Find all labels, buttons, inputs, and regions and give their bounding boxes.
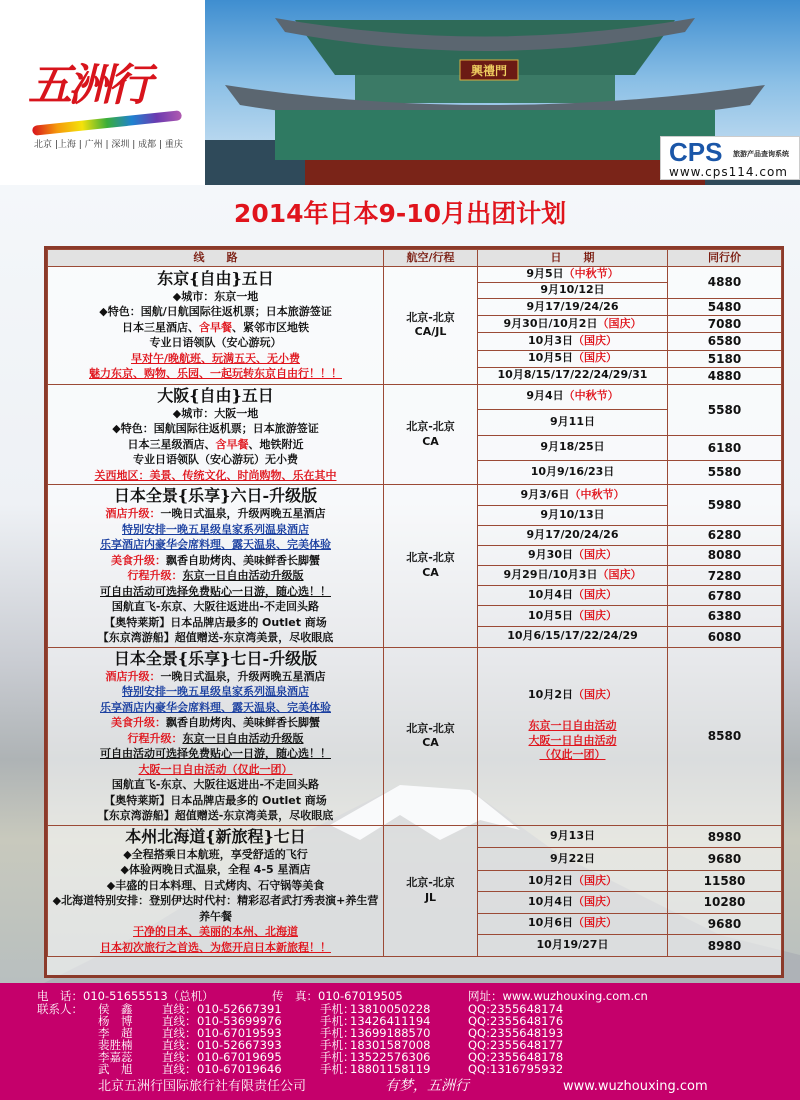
route-line xyxy=(50,289,381,305)
mobile-label: 手机： xyxy=(320,1050,355,1064)
date-cell[interactable] xyxy=(478,460,668,485)
departure-date: 9月13日 xyxy=(550,829,595,843)
palace-plaque: 興禮門 xyxy=(470,64,508,78)
route-text: 专业日语领队（安心游玩）无小费 xyxy=(133,453,298,467)
date-cell[interactable] xyxy=(478,525,668,545)
departure-date: 10月5日 xyxy=(528,351,573,365)
col-airline: 航空/行程 xyxy=(384,250,478,267)
airline-text: CA xyxy=(422,736,439,750)
route-line xyxy=(50,762,381,778)
route-line xyxy=(50,304,381,320)
qq-number: 2355648176 xyxy=(490,1014,564,1028)
departure-date: 10月3日 xyxy=(528,334,573,348)
route-text: 一晚日式温泉，升级两晚五星酒店 xyxy=(160,507,326,521)
route-line xyxy=(50,893,381,924)
date-cell[interactable] xyxy=(478,435,668,460)
contact-name: 裴胜楠 xyxy=(98,1038,133,1052)
route-line xyxy=(50,366,381,382)
date-notes xyxy=(478,719,667,764)
date-cell[interactable] xyxy=(478,566,668,586)
phone-label: 电 话： xyxy=(37,989,83,1003)
date-cell[interactable] xyxy=(478,267,668,283)
mobile-number: 18301587008 xyxy=(350,1038,431,1052)
date-cell[interactable] xyxy=(478,825,668,847)
date-cell[interactable] xyxy=(478,545,668,565)
price-cell: 5580 xyxy=(668,460,782,485)
route-line xyxy=(50,684,381,700)
cps-subtitle: 旅游产品查询系统 xyxy=(733,150,789,158)
fax-label: 传 真： xyxy=(272,989,318,1003)
route-line xyxy=(50,700,381,716)
holiday-tag: （中秋节） xyxy=(563,267,619,281)
airline-text: 北京-北京 xyxy=(406,876,455,890)
price-cell: 5180 xyxy=(668,350,782,367)
route-text: 含早餐 xyxy=(215,437,249,451)
airline-cell xyxy=(384,485,478,648)
airline-cell xyxy=(384,825,478,957)
mobile-label: 手机： xyxy=(320,1062,355,1076)
price-cell: 5480 xyxy=(668,299,782,316)
route-line xyxy=(50,847,381,863)
route-line xyxy=(50,506,381,522)
qq-label: QQ: xyxy=(468,1050,490,1064)
col-route: 线 路 xyxy=(48,250,384,267)
route-text: 、地铁附近 xyxy=(248,437,304,451)
route-line xyxy=(50,808,381,824)
route-text: ◆丰盛的日本料理、日式烤肉、石守锅等美食 xyxy=(106,878,325,892)
departure-date: 9月18/25日 xyxy=(540,440,605,454)
departure-date: 10月6/15/17/22/24/29 xyxy=(507,629,638,643)
route-line xyxy=(50,351,381,367)
airline-text: 北京-北京 xyxy=(406,419,455,433)
price-cell: 6280 xyxy=(668,525,782,545)
route-line xyxy=(50,584,381,600)
holiday-tag: （国庆） xyxy=(572,873,617,887)
route-text: 干净的日本、美丽的本州、北海道 xyxy=(133,925,298,939)
route-line xyxy=(50,568,381,584)
holiday-tag: （国庆） xyxy=(597,568,642,582)
holiday-tag: （国庆） xyxy=(572,894,617,908)
departure-date: 10月6日 xyxy=(528,916,573,930)
price-cell: 5980 xyxy=(668,485,782,525)
cps-url[interactable]: www.cps114.com xyxy=(669,165,788,179)
cps-badge xyxy=(660,136,800,180)
direct-label: 直线： xyxy=(162,1050,197,1064)
route-title: 东京{自由}五日 xyxy=(157,268,274,288)
route-line xyxy=(50,731,381,747)
mobile-label: 手机： xyxy=(320,1038,355,1052)
qq-number: 2355648178 xyxy=(490,1050,564,1064)
airline-text: CA xyxy=(422,566,439,580)
qq-number: 2355648174 xyxy=(490,1002,564,1016)
price-cell: 7280 xyxy=(668,566,782,586)
route-text: 、紧邻市区地铁 xyxy=(232,320,309,334)
holiday-tag: （国庆） xyxy=(572,916,617,930)
holiday-tag: （国庆） xyxy=(572,548,617,562)
date-cell[interactable] xyxy=(478,384,668,409)
route-text: 可自由活动可选择免费贴心一日游，随心选！！ xyxy=(100,584,331,598)
date-cell[interactable] xyxy=(478,848,668,870)
route-text: 【东京湾游船】超值赠送-东京湾美景，尽收眼底 xyxy=(97,809,334,823)
route-text: 专业日语领队（安心游玩） xyxy=(149,336,282,350)
holiday-tag: （国庆） xyxy=(572,608,617,622)
brand-panel xyxy=(0,0,215,185)
route-line xyxy=(50,793,381,809)
holiday-tag: （国庆） xyxy=(572,351,617,365)
route-line xyxy=(50,599,381,615)
departure-date: 9月11日 xyxy=(550,414,595,428)
company-website[interactable]: www.wuzhouxing.com xyxy=(563,1079,708,1094)
route-text: 大阪一日自由活动（仅此一团） xyxy=(138,762,293,776)
date-cell[interactable] xyxy=(478,935,668,957)
route-text: 关西地区：美景、传统文化、时尚购物、乐在其中 xyxy=(94,468,337,482)
route-text: 早对午/晚航班、玩满五天、无小费 xyxy=(130,351,301,365)
route-cell xyxy=(48,485,384,648)
table-row xyxy=(48,267,782,283)
date-cell[interactable] xyxy=(478,299,668,316)
direct-line: 010-53699976 xyxy=(197,1014,282,1028)
date-cell[interactable] xyxy=(478,283,668,299)
contact-footer xyxy=(0,983,800,1100)
route-line xyxy=(50,537,381,553)
departure-date: 9月10/13日 xyxy=(540,507,605,521)
route-line xyxy=(50,452,381,468)
route-text: 乐享酒店内豪华会席料理、露天温泉、完美体验 xyxy=(100,700,331,714)
direct-label: 直线： xyxy=(162,1062,197,1076)
departure-date: 9月29日/10月3日 xyxy=(503,568,598,582)
date-cell[interactable] xyxy=(478,870,668,891)
qq-label: QQ: xyxy=(468,1014,490,1028)
route-text: 东京一日自由活动升级版 xyxy=(182,731,304,745)
date-cell[interactable] xyxy=(478,485,668,505)
route-line xyxy=(50,777,381,793)
route-cell xyxy=(48,267,384,385)
departure-date: 10月8/15/17/22/24/29/31 xyxy=(497,368,648,382)
qq-number: 2355648193 xyxy=(490,1026,564,1040)
direct-line: 010-67019646 xyxy=(197,1062,282,1076)
price-cell: 8580 xyxy=(668,647,782,825)
qq-label: QQ: xyxy=(468,1002,490,1016)
route-line xyxy=(50,553,381,569)
website-link[interactable]: www.wuzhouxing.com.cn xyxy=(502,989,648,1003)
direct-line: 010-52667393 xyxy=(197,1038,282,1052)
route-line xyxy=(50,630,381,646)
price-cell: 4880 xyxy=(668,367,782,384)
price-cell: 10280 xyxy=(668,892,782,913)
col-price: 同行价 xyxy=(668,250,782,267)
contact-name: 侯 鑫 xyxy=(98,1002,133,1016)
contacts-label: 联系人： xyxy=(37,1002,83,1016)
departure-date: 10月5日 xyxy=(528,608,573,622)
holiday-tag: （国庆） xyxy=(572,687,617,701)
price-cell: 7080 xyxy=(668,316,782,333)
company-name: 北京五洲行国际旅行社有限责任公司 xyxy=(98,1079,307,1094)
route-line xyxy=(50,320,381,336)
route-line xyxy=(50,924,381,940)
price-cell: 6780 xyxy=(668,586,782,606)
departure-date: 9月30日 xyxy=(528,548,573,562)
route-text: 美食升级： xyxy=(111,716,166,730)
date-note: 大阪一日自由活动 xyxy=(528,733,617,747)
route-text: 飘香自助烤肉、美味鲜香长脚蟹 xyxy=(166,716,320,730)
departure-date: 9月3/6日 xyxy=(520,487,570,501)
holiday-tag: （中秋节） xyxy=(569,487,625,501)
holiday-tag: （中秋节） xyxy=(563,389,619,403)
qq-label: QQ: xyxy=(468,1038,490,1052)
direct-label: 直线： xyxy=(162,1014,197,1028)
date-cell[interactable] xyxy=(478,333,668,350)
route-text: 乐享酒店内豪华会席料理、露天温泉、完美体验 xyxy=(100,538,331,552)
price-cell: 4880 xyxy=(668,267,782,299)
date-cell[interactable] xyxy=(478,626,668,647)
departure-date: 10月4日 xyxy=(528,894,573,908)
route-title: 日本全景{乐享}六日-升级版 xyxy=(113,486,318,506)
route-text: 酒店升级： xyxy=(105,669,161,683)
table-row xyxy=(48,384,782,409)
route-text: ◆城市：东京一地 xyxy=(172,289,259,303)
departure-date: 10月2日 xyxy=(528,687,573,701)
departure-date: 9月22日 xyxy=(550,851,595,865)
cps-logo: CPS xyxy=(669,137,723,167)
departure-date: 9月10/12日 xyxy=(540,283,605,297)
route-text: 东京一日自由活动升级版 xyxy=(182,569,304,583)
direct-line: 010-52667391 xyxy=(197,1002,282,1016)
airline-text: CA xyxy=(422,434,439,448)
departure-date: 10月2日 xyxy=(528,873,573,887)
holiday-tag: （国庆） xyxy=(597,316,642,330)
route-title: 本州北海道{新旅程}七日 xyxy=(125,826,306,846)
route-text: 日本初次旅行之首选、为您开启日本新旅程！！ xyxy=(100,940,331,954)
route-line xyxy=(50,615,381,631)
mobile-label: 手机： xyxy=(320,1026,355,1040)
qq-label: QQ: xyxy=(468,1026,490,1040)
route-text: 国航直飞-东京、大阪往返进出-不走回头路 xyxy=(111,778,320,792)
route-line xyxy=(50,437,381,453)
holiday-tag: （国庆） xyxy=(572,588,617,602)
route-text: 酒店升级： xyxy=(105,507,161,521)
table-header-row xyxy=(48,250,782,267)
date-cell[interactable] xyxy=(478,367,668,384)
price-cell: 6080 xyxy=(668,626,782,647)
route-line xyxy=(50,862,381,878)
date-note: 东京一日自由活动 xyxy=(528,718,617,732)
date-cell[interactable] xyxy=(478,913,668,934)
route-text: ◆北海道特别安排：登别伊达时代村：精彩忍者武打秀表演+养生营养午餐 xyxy=(52,894,379,923)
date-cell[interactable] xyxy=(478,409,668,435)
route-text: 【东京湾游船】超值赠送-东京湾美景，尽收眼底 xyxy=(97,631,334,645)
route-text: 美食升级： xyxy=(111,553,166,567)
route-cell xyxy=(48,647,384,825)
route-cell xyxy=(48,384,384,485)
date-note: （仅此一团） xyxy=(539,748,606,762)
page-title: 2014年日本9-10月出团计划 xyxy=(233,199,567,228)
route-text: 行程升级： xyxy=(127,569,183,583)
date-cell[interactable] xyxy=(478,606,668,626)
date-cell[interactable] xyxy=(478,316,668,333)
route-text: 一晚日式温泉，升级两晚五星酒店 xyxy=(160,669,326,683)
price-cell: 8080 xyxy=(668,545,782,565)
departure-date: 10月9/16/23日 xyxy=(530,465,615,479)
mobile-label: 手机： xyxy=(320,1014,355,1028)
price-cell: 8980 xyxy=(668,935,782,957)
qq-number: 2355648177 xyxy=(490,1038,564,1052)
direct-label: 直线： xyxy=(162,1002,197,1016)
direct-line: 010-67019593 xyxy=(197,1026,282,1040)
mobile-number: 18801158119 xyxy=(350,1062,431,1076)
mobile-number: 13699188570 xyxy=(350,1026,431,1040)
route-cell xyxy=(48,825,384,957)
holiday-tag: （国庆） xyxy=(572,334,617,348)
price-cell: 6580 xyxy=(668,333,782,350)
table-row xyxy=(48,825,782,847)
route-text: 日本三星酒店、 xyxy=(122,320,199,334)
date-cell[interactable] xyxy=(478,647,668,825)
route-line xyxy=(50,406,381,422)
wuzhouxing-logo: 五洲行 xyxy=(28,60,148,111)
route-text: 可自由活动可选择免费贴心一日游，随心选！！ xyxy=(100,747,331,761)
price-cell: 6180 xyxy=(668,435,782,460)
table-row xyxy=(48,647,782,825)
price-cell: 9680 xyxy=(668,913,782,934)
route-text: 魅力东京、购物、乐园、一起玩转东京自由行！！！ xyxy=(89,367,342,381)
departure-date: 9月17/20/24/26 xyxy=(526,527,619,541)
airline-text: 北京-北京 xyxy=(406,551,455,565)
airline-cell xyxy=(384,384,478,485)
mobile-number: 13810050228 xyxy=(350,1002,431,1016)
route-text: 含早餐 xyxy=(199,320,232,334)
slogan-signature: 有梦，五洲行 xyxy=(385,1078,469,1094)
route-text: ◆特色：国航国际往返机票；日本旅游签证 xyxy=(112,422,319,436)
phone-number: 010-51655513（总机） xyxy=(83,989,214,1003)
fax-number: 010-67019505 xyxy=(318,989,403,1003)
airline-text: CA/JL xyxy=(414,325,447,339)
col-date: 日 期 xyxy=(478,250,668,267)
branch-cities: 北京 |上海 | 广州 | 深圳 | 成都 | 重庆 xyxy=(34,140,183,150)
route-text: 行程升级： xyxy=(127,731,183,745)
contact-name: 李 超 xyxy=(98,1026,133,1040)
price-cell: 6380 xyxy=(668,606,782,626)
route-line xyxy=(50,878,381,894)
airline-cell xyxy=(384,647,478,825)
mobile-number: 13426411194 xyxy=(350,1014,431,1028)
departure-date: 10月19/27日 xyxy=(536,938,609,952)
airline-text: JL xyxy=(424,891,437,905)
website-label: 网址： xyxy=(468,989,503,1003)
mobile-number: 13522576306 xyxy=(350,1050,431,1064)
tour-schedule-table xyxy=(44,246,784,978)
route-text: 【奥特莱斯】日本品牌店最多的 Outlet 商场 xyxy=(104,793,327,807)
route-text: ◆城市：大阪一地 xyxy=(172,406,259,420)
route-title: 日本全景{乐享}七日-升级版 xyxy=(113,648,318,668)
logo-rainbow-swoosh xyxy=(32,110,182,136)
route-text: ◆全程搭乘日本航班，享受舒适的飞行 xyxy=(123,847,308,861)
contact-name: 李嘉蕊 xyxy=(98,1050,133,1064)
price-cell: 8980 xyxy=(668,825,782,847)
date-cell[interactable] xyxy=(478,505,668,525)
airline-text: 北京-北京 xyxy=(406,721,455,735)
price-cell: 5580 xyxy=(668,384,782,435)
route-text: ◆特色：国航/日航国际往返机票；日本旅游签证 xyxy=(99,305,332,319)
departure-date: 9月4日 xyxy=(526,389,564,403)
route-text: 特别安排一晚五星级皇家系列温泉酒店 xyxy=(122,522,309,536)
route-line xyxy=(50,940,381,956)
route-text: 国航直飞-东京、大阪往返进出-不走回头路 xyxy=(111,600,320,614)
direct-line: 010-67019695 xyxy=(197,1050,282,1064)
airline-cell xyxy=(384,267,478,385)
route-line xyxy=(50,746,381,762)
route-line xyxy=(50,421,381,437)
departure-date: 9月30日/10月2日 xyxy=(503,316,598,330)
contact-name: 杨 博 xyxy=(98,1014,133,1028)
route-text: ◆体验两晚日式温泉，全程 4-5 星酒店 xyxy=(120,863,311,877)
qq-number: 1316795932 xyxy=(490,1062,564,1076)
route-text: 特别安排一晚五星级皇家系列温泉酒店 xyxy=(122,685,309,699)
route-title: 大阪{自由}五日 xyxy=(157,385,274,405)
mobile-label: 手机： xyxy=(320,1002,355,1016)
direct-label: 直线： xyxy=(162,1038,197,1052)
departure-date: 9月17/19/24/26 xyxy=(526,299,619,313)
route-line xyxy=(50,522,381,538)
direct-label: 直线： xyxy=(162,1026,197,1040)
date-cell[interactable] xyxy=(478,586,668,606)
route-line xyxy=(50,468,381,484)
route-line xyxy=(50,335,381,351)
qq-label: QQ: xyxy=(468,1062,490,1076)
date-cell[interactable] xyxy=(478,350,668,367)
price-cell: 11580 xyxy=(668,870,782,891)
route-text: 【奥特莱斯】日本品牌店最多的 Outlet 商场 xyxy=(104,615,327,629)
departure-date: 9月5日 xyxy=(526,267,564,281)
departure-date: 10月4日 xyxy=(528,588,573,602)
table-row xyxy=(48,485,782,505)
airline-text: 北京-北京 xyxy=(406,310,455,324)
route-text: 飘香自助烤肉、美味鲜香长脚蟹 xyxy=(166,553,320,567)
price-cell: 9680 xyxy=(668,848,782,870)
route-line xyxy=(50,669,381,685)
route-line xyxy=(50,715,381,731)
date-cell[interactable] xyxy=(478,892,668,913)
contact-name: 武 旭 xyxy=(98,1062,133,1076)
route-text: 日本三星级酒店、 xyxy=(127,437,216,451)
